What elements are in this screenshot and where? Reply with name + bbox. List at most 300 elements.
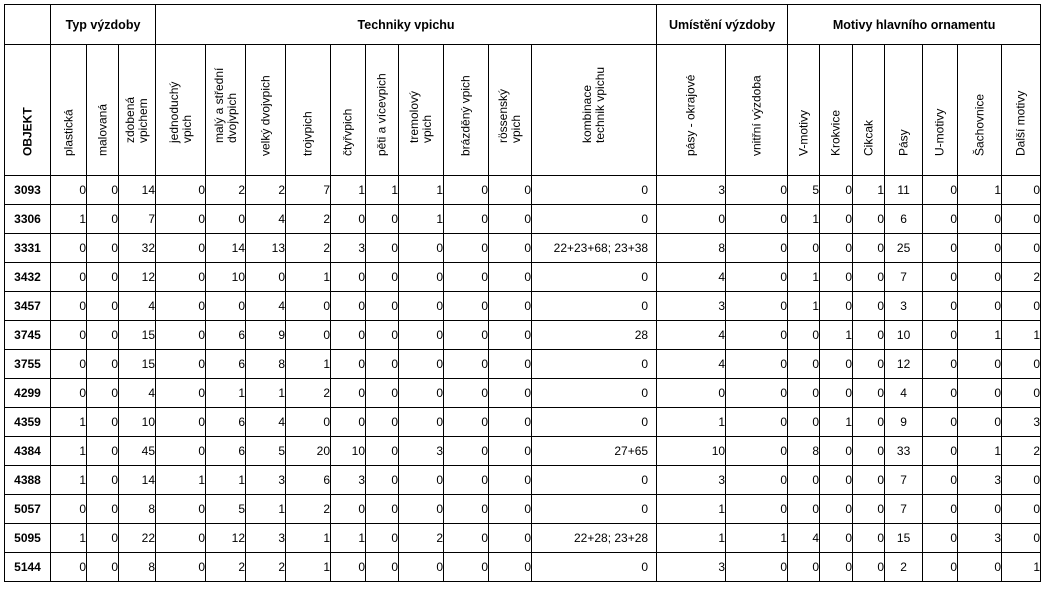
table-cell: 0 xyxy=(51,553,87,582)
table-cell: 0 xyxy=(489,553,532,582)
table-cell: 1 xyxy=(206,466,246,495)
table-cell: 0 xyxy=(923,205,958,234)
table-cell: 0 xyxy=(958,205,1002,234)
col-krokvice: Krokvice xyxy=(820,45,853,176)
table-row xyxy=(5,553,1041,582)
table-cell: 0 xyxy=(51,350,87,379)
table-cell: 0 xyxy=(156,524,206,553)
table-cell: 0 xyxy=(788,379,820,408)
table-cell: 0 xyxy=(156,263,206,292)
table-cell: 0 xyxy=(923,292,958,321)
table-cell: 0 xyxy=(1002,234,1041,263)
table-cell: 0 xyxy=(366,437,399,466)
column-header-row xyxy=(5,45,1041,176)
table-cell: 0 xyxy=(399,495,444,524)
table-cell: 6 xyxy=(286,466,331,495)
table-cell: 0 xyxy=(366,466,399,495)
table-cell: 1 xyxy=(657,524,726,553)
table-cell: 1 xyxy=(246,379,286,408)
table-cell: 0 xyxy=(366,379,399,408)
group-typ-vyzdoby: Typ výzdoby xyxy=(51,5,156,45)
table-cell: 0 xyxy=(331,553,366,582)
table-cell: 8 xyxy=(119,553,156,582)
table-cell: 0 xyxy=(726,234,788,263)
table-cell: 0 xyxy=(331,263,366,292)
col-u-motivy: U-motivy xyxy=(923,45,958,176)
table-cell: 0 xyxy=(820,176,853,205)
table-cell: 0 xyxy=(399,553,444,582)
combination-cell: 0 xyxy=(532,408,657,437)
combination-cell: 0 xyxy=(532,466,657,495)
table-cell: 1 xyxy=(1002,553,1041,582)
table-cell: 7 xyxy=(286,176,331,205)
table-cell: 0 xyxy=(331,379,366,408)
object-id-cell: 3306 xyxy=(5,205,51,234)
table-cell: 0 xyxy=(726,379,788,408)
table-cell: 0 xyxy=(958,350,1002,379)
table-cell: 0 xyxy=(286,292,331,321)
table-cell: 0 xyxy=(923,176,958,205)
table-cell: 0 xyxy=(1002,292,1041,321)
table-cell: 0 xyxy=(853,350,885,379)
table-cell: 0 xyxy=(156,176,206,205)
table-cell: 6 xyxy=(885,205,923,234)
table-cell: 0 xyxy=(444,234,489,263)
table-row xyxy=(5,466,1041,495)
table-cell: 0 xyxy=(853,205,885,234)
table-cell: 0 xyxy=(51,263,87,292)
table-cell: 0 xyxy=(87,205,119,234)
table-cell: 0 xyxy=(366,350,399,379)
table-cell: 1 xyxy=(399,205,444,234)
table-cell: 2 xyxy=(246,553,286,582)
group-techniky-vpichu: Techniky vpichu xyxy=(156,5,657,45)
table-cell: 0 xyxy=(958,553,1002,582)
table-cell: 0 xyxy=(820,524,853,553)
table-cell: 0 xyxy=(366,553,399,582)
table-cell: 0 xyxy=(788,553,820,582)
table-cell: 0 xyxy=(366,205,399,234)
table-cell: 0 xyxy=(366,408,399,437)
object-id-cell: 3457 xyxy=(5,292,51,321)
table-cell: 3 xyxy=(657,292,726,321)
table-cell: 0 xyxy=(156,437,206,466)
col-velky-dvojvpich: velký dvojvpich xyxy=(246,45,286,176)
table-cell: 1 xyxy=(788,205,820,234)
table-cell: 0 xyxy=(87,408,119,437)
table-cell: 0 xyxy=(853,437,885,466)
table-cell: 1 xyxy=(820,408,853,437)
combination-cell: 0 xyxy=(532,176,657,205)
col-trojvpich: trojvpich xyxy=(286,45,331,176)
table-cell: 12 xyxy=(119,263,156,292)
table-cell: 1 xyxy=(286,553,331,582)
table-cell: 0 xyxy=(958,263,1002,292)
table-row xyxy=(5,437,1041,466)
table-cell: 3 xyxy=(657,176,726,205)
table-cell: 0 xyxy=(331,321,366,350)
table-cell: 0 xyxy=(51,379,87,408)
table-cell: 0 xyxy=(853,321,885,350)
table-cell: 8 xyxy=(119,495,156,524)
table-cell: 0 xyxy=(444,553,489,582)
table-cell: 0 xyxy=(657,379,726,408)
table-cell: 4 xyxy=(657,263,726,292)
corner-cell xyxy=(5,5,51,45)
table-cell: 0 xyxy=(726,176,788,205)
table-cell: 4 xyxy=(788,524,820,553)
table-cell: 3 xyxy=(246,524,286,553)
table-cell: 0 xyxy=(444,176,489,205)
object-id-cell: 5144 xyxy=(5,553,51,582)
table-cell: 0 xyxy=(820,350,853,379)
combination-cell: 0 xyxy=(532,379,657,408)
table-cell: 0 xyxy=(923,263,958,292)
table-cell: 1 xyxy=(657,408,726,437)
table-cell: 1 xyxy=(331,524,366,553)
table-cell: 1 xyxy=(51,524,87,553)
table-cell: 0 xyxy=(820,553,853,582)
table-cell: 1 xyxy=(958,437,1002,466)
table-cell: 2 xyxy=(399,524,444,553)
table-cell: 0 xyxy=(726,466,788,495)
table-cell: 0 xyxy=(444,292,489,321)
table-cell: 0 xyxy=(444,524,489,553)
col-pasy-okrajove: pásy - okrajové xyxy=(657,45,726,176)
table-body xyxy=(5,176,1041,582)
table-cell: 9 xyxy=(885,408,923,437)
table-cell: 0 xyxy=(853,379,885,408)
table-cell: 0 xyxy=(820,379,853,408)
table-cell: 0 xyxy=(51,176,87,205)
combination-cell: 22+28; 23+28 xyxy=(532,524,657,553)
table-cell: 0 xyxy=(87,437,119,466)
table-cell: 0 xyxy=(726,495,788,524)
table-cell: 0 xyxy=(788,350,820,379)
table-cell: 0 xyxy=(399,408,444,437)
table-row xyxy=(5,495,1041,524)
table-cell: 3 xyxy=(885,292,923,321)
table-cell: 0 xyxy=(820,234,853,263)
col-objekt: OBJEKT xyxy=(5,45,51,176)
table-cell: 0 xyxy=(1002,379,1041,408)
table-cell: 6 xyxy=(206,321,246,350)
table-cell: 0 xyxy=(51,321,87,350)
table-cell: 3 xyxy=(1002,408,1041,437)
col-plasticka: plastická xyxy=(51,45,87,176)
table-cell: 0 xyxy=(366,234,399,263)
combination-cell: 0 xyxy=(532,350,657,379)
table-cell: 0 xyxy=(399,321,444,350)
table-cell: 0 xyxy=(958,234,1002,263)
table-cell: 1 xyxy=(958,176,1002,205)
table-cell: 0 xyxy=(1002,495,1041,524)
table-cell: 0 xyxy=(156,379,206,408)
table-cell: 0 xyxy=(246,263,286,292)
table-cell: 0 xyxy=(489,321,532,350)
table-cell: 0 xyxy=(156,292,206,321)
table-cell: 0 xyxy=(853,553,885,582)
object-id-cell: 3331 xyxy=(5,234,51,263)
table-cell: 1 xyxy=(286,350,331,379)
table-cell: 0 xyxy=(923,408,958,437)
table-cell: 0 xyxy=(444,437,489,466)
table-cell: 0 xyxy=(489,408,532,437)
table-cell: 0 xyxy=(87,234,119,263)
table-cell: 0 xyxy=(156,350,206,379)
table-row xyxy=(5,379,1041,408)
table-cell: 0 xyxy=(853,495,885,524)
table-cell: 4 xyxy=(246,292,286,321)
table-cell: 1 xyxy=(788,263,820,292)
table-cell: 0 xyxy=(206,205,246,234)
object-id-cell: 3755 xyxy=(5,350,51,379)
table-cell: 3 xyxy=(331,466,366,495)
table-cell: 0 xyxy=(286,408,331,437)
table-cell: 1 xyxy=(657,495,726,524)
table-cell: 0 xyxy=(820,495,853,524)
table-cell: 0 xyxy=(1002,350,1041,379)
table-cell: 25 xyxy=(885,234,923,263)
table-cell: 0 xyxy=(958,495,1002,524)
table-cell: 6 xyxy=(206,408,246,437)
table-cell: 4 xyxy=(657,321,726,350)
table-cell: 0 xyxy=(788,408,820,437)
table-cell: 14 xyxy=(119,176,156,205)
table-cell: 0 xyxy=(399,350,444,379)
table-cell: 3 xyxy=(657,553,726,582)
table-cell: 0 xyxy=(331,350,366,379)
combination-cell: 0 xyxy=(532,292,657,321)
table-cell: 10 xyxy=(331,437,366,466)
table-cell: 2 xyxy=(1002,263,1041,292)
table-cell: 4 xyxy=(246,408,286,437)
object-id-cell: 5057 xyxy=(5,495,51,524)
table-cell: 3 xyxy=(399,437,444,466)
table-cell: 2 xyxy=(286,495,331,524)
table-cell: 14 xyxy=(206,234,246,263)
table-cell: 0 xyxy=(444,205,489,234)
table-cell: 0 xyxy=(156,321,206,350)
table-cell: 0 xyxy=(853,466,885,495)
col-peti-vicevpich: pěti a vícevpich xyxy=(366,45,399,176)
table-cell: 0 xyxy=(206,292,246,321)
table-cell: 0 xyxy=(489,495,532,524)
table-cell: 2 xyxy=(246,176,286,205)
table-row xyxy=(5,408,1041,437)
table-cell: 3 xyxy=(246,466,286,495)
table-cell: 0 xyxy=(820,292,853,321)
table-cell: 15 xyxy=(119,321,156,350)
col-ctyrvpich: čtyřvpich xyxy=(331,45,366,176)
group-header-row xyxy=(5,5,1041,45)
group-umisteni-vyzdoby: Umístění výzdoby xyxy=(657,5,788,45)
combination-cell: 0 xyxy=(532,553,657,582)
table-cell: 0 xyxy=(399,292,444,321)
table-row xyxy=(5,350,1041,379)
table-cell: 0 xyxy=(444,379,489,408)
data-table xyxy=(4,4,1041,582)
table-cell: 0 xyxy=(87,321,119,350)
col-sachovnice: Šachovnice xyxy=(958,45,1002,176)
table-cell: 0 xyxy=(87,176,119,205)
table-cell: 0 xyxy=(156,234,206,263)
table-cell: 0 xyxy=(87,292,119,321)
table-cell: 3 xyxy=(958,466,1002,495)
table-cell: 0 xyxy=(489,234,532,263)
table-cell: 4 xyxy=(657,350,726,379)
table-cell: 14 xyxy=(119,466,156,495)
table-cell: 0 xyxy=(923,553,958,582)
table-cell: 11 xyxy=(885,176,923,205)
table-cell: 5 xyxy=(206,495,246,524)
combination-cell: 0 xyxy=(532,495,657,524)
table-cell: 10 xyxy=(657,437,726,466)
table-cell: 6 xyxy=(206,350,246,379)
table-cell: 0 xyxy=(1002,205,1041,234)
table-cell: 2 xyxy=(885,553,923,582)
table-cell: 0 xyxy=(51,495,87,524)
table-cell: 0 xyxy=(1002,524,1041,553)
table-cell: 6 xyxy=(206,437,246,466)
table-cell: 0 xyxy=(87,350,119,379)
col-tremolovy-vpich: tremolový vpich xyxy=(399,45,444,176)
table-cell: 1 xyxy=(51,437,87,466)
table-cell: 12 xyxy=(885,350,923,379)
table-cell: 0 xyxy=(399,263,444,292)
table-cell: 0 xyxy=(331,495,366,524)
table-cell: 0 xyxy=(788,234,820,263)
col-maly-stredni-dvojvpich: malý a střední dvojvpich xyxy=(206,45,246,176)
table-cell: 0 xyxy=(489,350,532,379)
table-cell: 13 xyxy=(246,234,286,263)
col-pasy: Pásy xyxy=(885,45,923,176)
table-cell: 0 xyxy=(788,466,820,495)
table-cell: 0 xyxy=(853,234,885,263)
table-cell: 1 xyxy=(853,176,885,205)
col-kombinace-technik: kombinace technik vpichu xyxy=(532,45,657,176)
table-cell: 0 xyxy=(444,408,489,437)
table-cell: 3 xyxy=(331,234,366,263)
table-cell: 1 xyxy=(788,292,820,321)
table-cell: 0 xyxy=(820,437,853,466)
col-v-motivy: V-motivy xyxy=(788,45,820,176)
object-id-cell: 3093 xyxy=(5,176,51,205)
table-cell: 0 xyxy=(399,466,444,495)
table-cell: 0 xyxy=(444,495,489,524)
table-cell: 7 xyxy=(885,495,923,524)
table-cell: 33 xyxy=(885,437,923,466)
table-cell: 0 xyxy=(156,408,206,437)
table-cell: 0 xyxy=(366,524,399,553)
col-zdobena-vpichem: zdobená vpichem xyxy=(119,45,156,176)
table-cell: 5 xyxy=(788,176,820,205)
table-cell: 0 xyxy=(444,263,489,292)
col-rossensky-vpich: rössenský vpich xyxy=(489,45,532,176)
table-cell: 0 xyxy=(657,205,726,234)
table-cell: 0 xyxy=(366,263,399,292)
table-cell: 2 xyxy=(286,379,331,408)
table-cell: 1 xyxy=(206,379,246,408)
table-cell: 0 xyxy=(489,205,532,234)
table-cell: 0 xyxy=(958,408,1002,437)
table-cell: 0 xyxy=(87,466,119,495)
table-cell: 1 xyxy=(286,524,331,553)
table-cell: 8 xyxy=(788,437,820,466)
table-cell: 0 xyxy=(366,292,399,321)
table-cell: 2 xyxy=(206,553,246,582)
combination-cell: 0 xyxy=(532,263,657,292)
table-cell: 0 xyxy=(923,234,958,263)
object-id-cell: 3432 xyxy=(5,263,51,292)
table-cell: 0 xyxy=(923,437,958,466)
object-id-cell: 4384 xyxy=(5,437,51,466)
table-cell: 0 xyxy=(444,321,489,350)
table-cell: 0 xyxy=(87,263,119,292)
table-cell: 4 xyxy=(119,379,156,408)
table-cell: 0 xyxy=(820,466,853,495)
table-cell: 1 xyxy=(820,321,853,350)
table-cell: 0 xyxy=(366,495,399,524)
table-cell: 0 xyxy=(726,263,788,292)
table-cell: 0 xyxy=(399,379,444,408)
table-cell: 0 xyxy=(726,408,788,437)
table-cell: 0 xyxy=(853,292,885,321)
table-cell: 0 xyxy=(958,379,1002,408)
object-id-cell: 4359 xyxy=(5,408,51,437)
table-cell: 0 xyxy=(489,466,532,495)
table-cell: 0 xyxy=(51,234,87,263)
table-row xyxy=(5,176,1041,205)
table-cell: 8 xyxy=(657,234,726,263)
table-cell: 0 xyxy=(726,350,788,379)
table-cell: 22 xyxy=(119,524,156,553)
table-cell: 0 xyxy=(788,495,820,524)
table-cell: 10 xyxy=(885,321,923,350)
table-row xyxy=(5,524,1041,553)
object-id-cell: 3745 xyxy=(5,321,51,350)
table-cell: 2 xyxy=(206,176,246,205)
table-cell: 3 xyxy=(958,524,1002,553)
table-cell: 0 xyxy=(489,437,532,466)
table-cell: 0 xyxy=(923,379,958,408)
table-cell: 0 xyxy=(853,524,885,553)
table-cell: 0 xyxy=(788,321,820,350)
table-cell: 0 xyxy=(923,524,958,553)
table-cell: 1 xyxy=(726,524,788,553)
table-cell: 0 xyxy=(853,408,885,437)
combination-cell: 22+23+68; 23+38 xyxy=(532,234,657,263)
table-cell: 1 xyxy=(246,495,286,524)
table-cell: 0 xyxy=(286,321,331,350)
table-cell: 0 xyxy=(87,553,119,582)
combination-cell: 27+65 xyxy=(532,437,657,466)
table-cell: 0 xyxy=(156,495,206,524)
table-cell: 0 xyxy=(87,379,119,408)
object-id-cell: 4388 xyxy=(5,466,51,495)
table-cell: 3 xyxy=(657,466,726,495)
table-cell: 9 xyxy=(246,321,286,350)
combination-cell: 0 xyxy=(532,205,657,234)
combination-cell: 28 xyxy=(532,321,657,350)
table-cell: 1 xyxy=(51,205,87,234)
table-cell: 0 xyxy=(489,379,532,408)
table-cell: 0 xyxy=(87,524,119,553)
table-cell: 0 xyxy=(923,350,958,379)
table-row xyxy=(5,234,1041,263)
col-brazdeny-vpich: brázděný vpich xyxy=(444,45,489,176)
table-cell: 0 xyxy=(156,553,206,582)
